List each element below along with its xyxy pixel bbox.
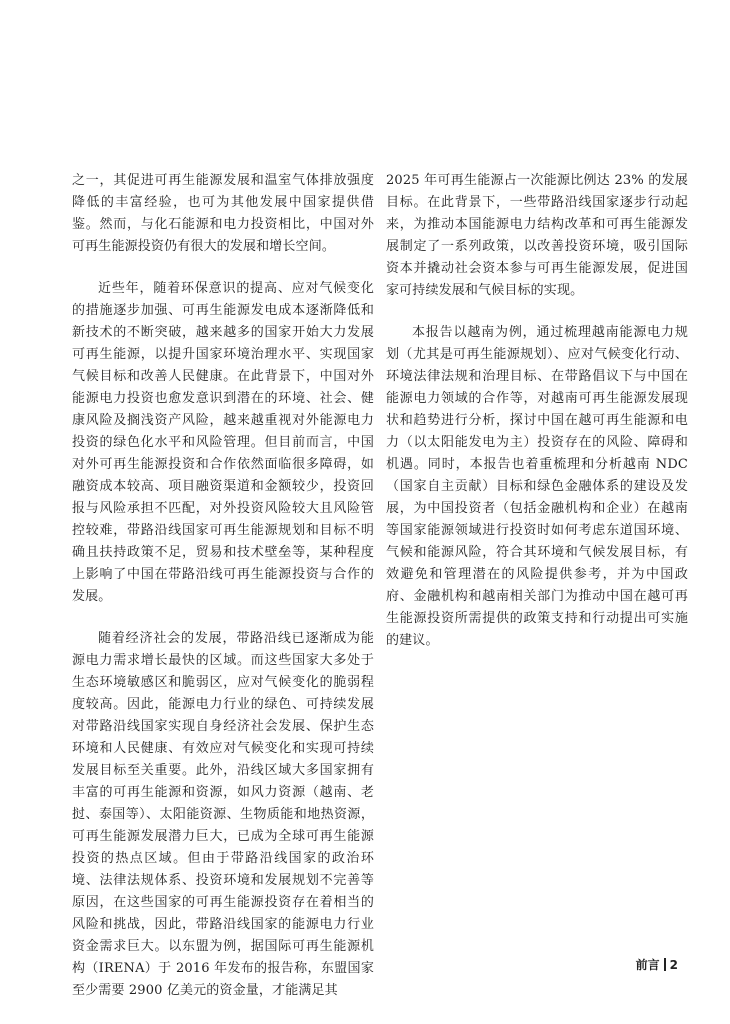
page-footer: [636, 956, 678, 973]
paragraph: 随着经济社会的发展，带路沿线已逐渐成为能源电力需求增长最快的区域。而这些国家大多处于生态环境敏感区和脆弱区，应对气候变化的脆弱程度较高。因此，能源电力行业的绿色、可持续发展对带路沿线国家实现自身经济社会发展、保护生态环境和人民健康、有效应对气候变化和实现可持续发展目标至关重要。此外，沿线区域大多国家拥有丰富的可再生能源和资源，如风力资源（越南、老挝、泰国等）、太阳能资源、生物质能和地热资源，可再生能源发展潜力巨大，已成为全球可再生能源投资的热点区域。但由于带路沿线国家的政治环境、法律法规体系、投资环境和发展规划不完善等原因，在这些国家的可再生能源投资存在着相当的风险和挑战，因此，带路沿线国家的能源电力行业资金需求巨大。以东盟为例，据国际可再生能源机构（IRENA）于 2016 年发布的报告称，东盟国家至少需要 2900 亿美元的资金量，才能满足其: [72, 631, 374, 998]
paragraph: 本报告以越南为例，通过梳理越南能源电力规划（尤其是可再生能源规划）、应对气候变化行动、环境法律法规和治理目标、在带路倡议下与中国在能源电力领域的合作等，对越南可再生能源发展现状和趋势进行分析，探讨中国在越可再生能源和电力（以太阳能发电为主）投资存在的风险、障碍和机遇。同时，本报告也着重梳理和分析越南 NDC（国家自主贡献）目标和绿色金融体系的建设及发展，为中国投资者（包括金融机构和企业）在越南等国家能源领域进行投资时如何考虑东道国环境、气候和能源风险，符合其环境和气候发展目标，有效避免和管理潜在的风险提供参考，并为中国政府、金融机构和越南相关部门为推动中国在越可再生能源投资所需提供的政策支持和行动提出可实施的建议。: [386, 325, 688, 648]
section-label: 前言: [635, 958, 660, 972]
paragraph: 2025 年可再生能源占一次能源比例达 23% 的发展目标。在此背景下，一些带路沿线国家逐步行动起来，为推动本国能源电力结构改革和可再生能源发展制定了一系列政策，以改善投资环境，吸引国际资本并撬动社会资本参与可再生能源发展，促进国家可持续发展和气候目标的实现。: [386, 173, 688, 298]
page-number: 2: [669, 957, 678, 972]
footer-divider: [664, 958, 666, 971]
right-column: [386, 170, 688, 672]
paragraph: 近些年，随着环保意识的提高、应对气候变化的措施逐步加强、可再生能源发电成本逐渐降低和新技术的不断突破，越来越多的国家开始大力发展可再生能源，以提升国家环境治理水平、实现国家气候目标和改善人民健康。在此背景下，中国对外能源电力投资也愈发意识到潜在的环境、社会、健康风险及搁浅资产风险，越来越重视对外能源电力投资的绿色化水平和风险管理。但目前而言，中国对外可再生能源投资和合作依然面临很多障碍，如融资成本较高、项目融资渠道和金额较少，投资回报与风险承担不匹配，对外投资风险较大且风险管控较难，带路沿线国家可再生能源规划和目标不明确且扶持政策不足，贸易和技术壁垒等，某种程度上影响了中国在带路沿线可再生能源投资与合作的发展。: [72, 281, 374, 604]
left-column: [72, 170, 374, 1022]
paragraph: 之一，其促进可再生能源发展和温室气体排放强度降低的丰富经验，也可为其他发展中国家提供借鉴。然而，与化石能源和电力投资相比，中国对外可再生能源投资仍有很大的发展和增长空间。: [72, 173, 374, 254]
